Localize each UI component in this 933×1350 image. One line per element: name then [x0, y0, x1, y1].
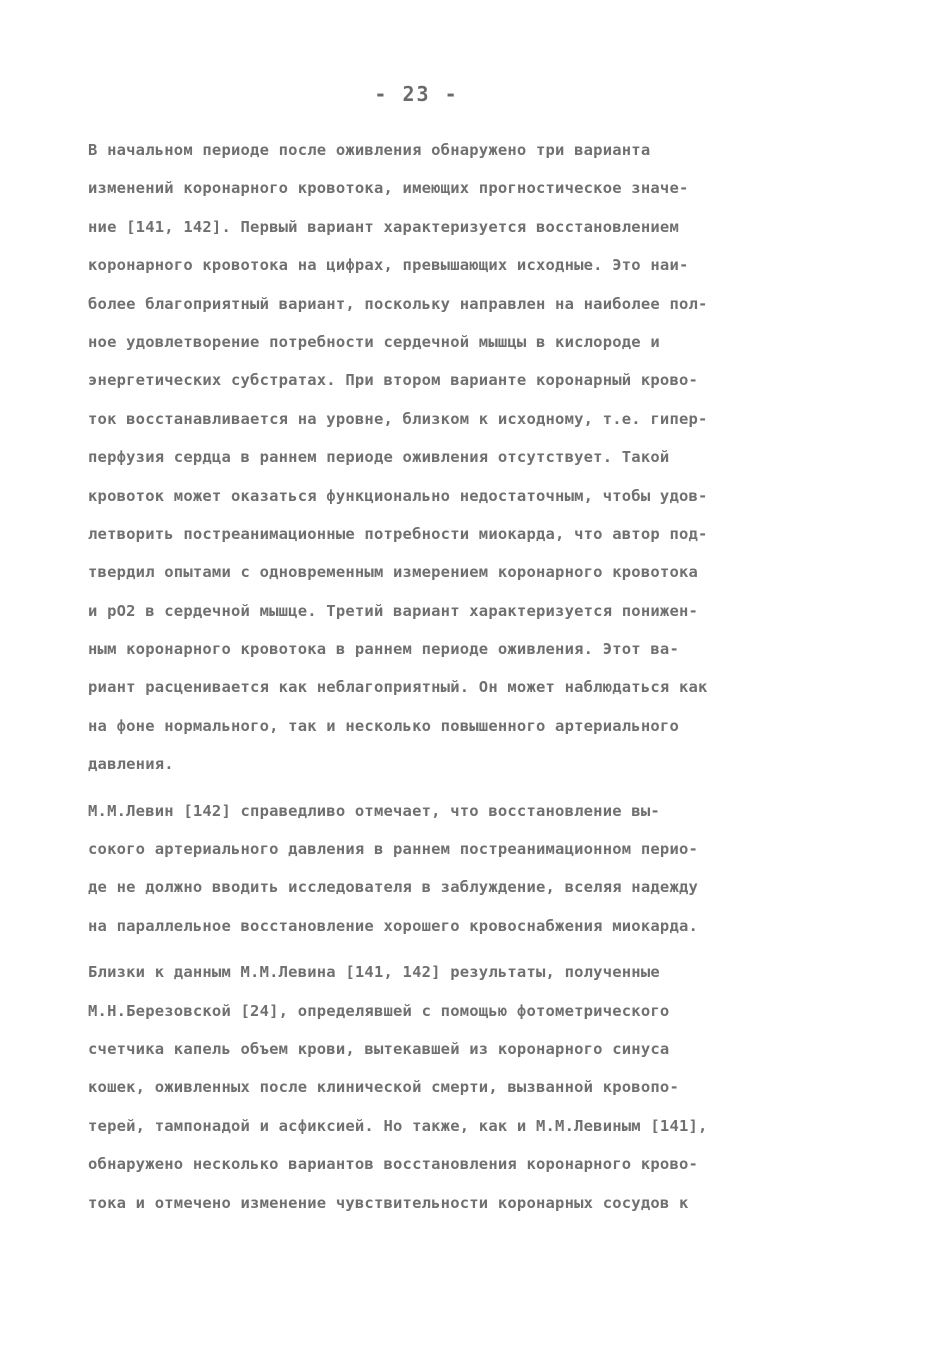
- text-line: и pO2 в сердечной мышце. Третий вариант характеризуется понижен-: [88, 601, 699, 620]
- text-line: давления.: [88, 755, 174, 774]
- text-line: энергетических субстратах. При втором варианте коронарный крово-: [88, 371, 699, 390]
- text-line: твердил опытами с одновременным измерением коронарного кровотока: [88, 563, 699, 582]
- text-line: ток восстанавливается на уровне, близком к исходному, т.е. гипер-: [88, 409, 708, 428]
- text-line: на параллельное восстановление хорошего кровоснабжения миокарда.: [88, 916, 699, 935]
- document-body: [88, 131, 858, 1230]
- text-line: более благоприятный вариант, поскольку направлен на наиболее пол-: [88, 294, 708, 313]
- text-line: ным коронарного кровотока в раннем периоде оживления. Этот ва-: [88, 640, 679, 659]
- text-line: на фоне нормального, так и несколько повышенного артериального: [88, 716, 679, 735]
- text-line: обнаружено несколько вариантов восстановления коронарного крово-: [88, 1155, 699, 1174]
- text-line: счетчика капель объем крови, вытекавшей из коронарного синуса: [88, 1039, 670, 1058]
- text-line: М.Н.Березовской [24], определявшей с помощью фотометрического: [88, 1001, 670, 1020]
- text-line: М.М.Левин [142] справедливо отмечает, что восстановление вы-: [88, 801, 660, 820]
- text-line: ние [141, 142]. Первый вариант характеризуется восстановлением: [88, 217, 679, 236]
- text-line: летворить постреанимационные потребности миокарда, что автор под-: [88, 524, 708, 543]
- text-line: изменений коронарного кровотока, имеющих прогностическое значе-: [88, 179, 689, 198]
- text-line: риант расценивается как неблагоприятный. Он может наблюдаться как: [88, 678, 708, 697]
- text-line: Близки к данным М.М.Левина [141, 142] результаты, полученные: [88, 963, 660, 982]
- paragraph-3: [88, 953, 858, 1222]
- paragraph-1: [88, 131, 858, 784]
- paragraph-2: [88, 792, 858, 946]
- text-line: перфузия сердца в раннем периоде оживления отсутствует. Такой: [88, 448, 670, 467]
- text-line: коронарного кровотока на цифрах, превышающих исходные. Это наи-: [88, 256, 689, 275]
- text-line: тока и отмечено изменение чувствительности коронарных сосудов к: [88, 1193, 689, 1212]
- text-line: кошек, оживленных после клинической смерти, вызванной кровопо-: [88, 1078, 679, 1097]
- text-line: де не должно вводить исследователя в заблуждение, вселяя надежду: [88, 878, 699, 897]
- text-line: В начальном периоде после оживления обнаружено три варианта: [88, 141, 651, 159]
- text-line: ное удовлетворение потребности сердечной мышцы в кислороде и: [88, 332, 660, 351]
- text-line: сокого артериального давления в раннем постреанимационном перио-: [88, 840, 699, 859]
- page-number: - 23 -: [374, 82, 459, 106]
- text-line: терей, тампонадой и асфиксией. Но также, как и М.М.Левиным [141],: [88, 1116, 708, 1135]
- text-line: кровоток может оказаться функционально недостаточным, чтобы удов-: [88, 486, 708, 505]
